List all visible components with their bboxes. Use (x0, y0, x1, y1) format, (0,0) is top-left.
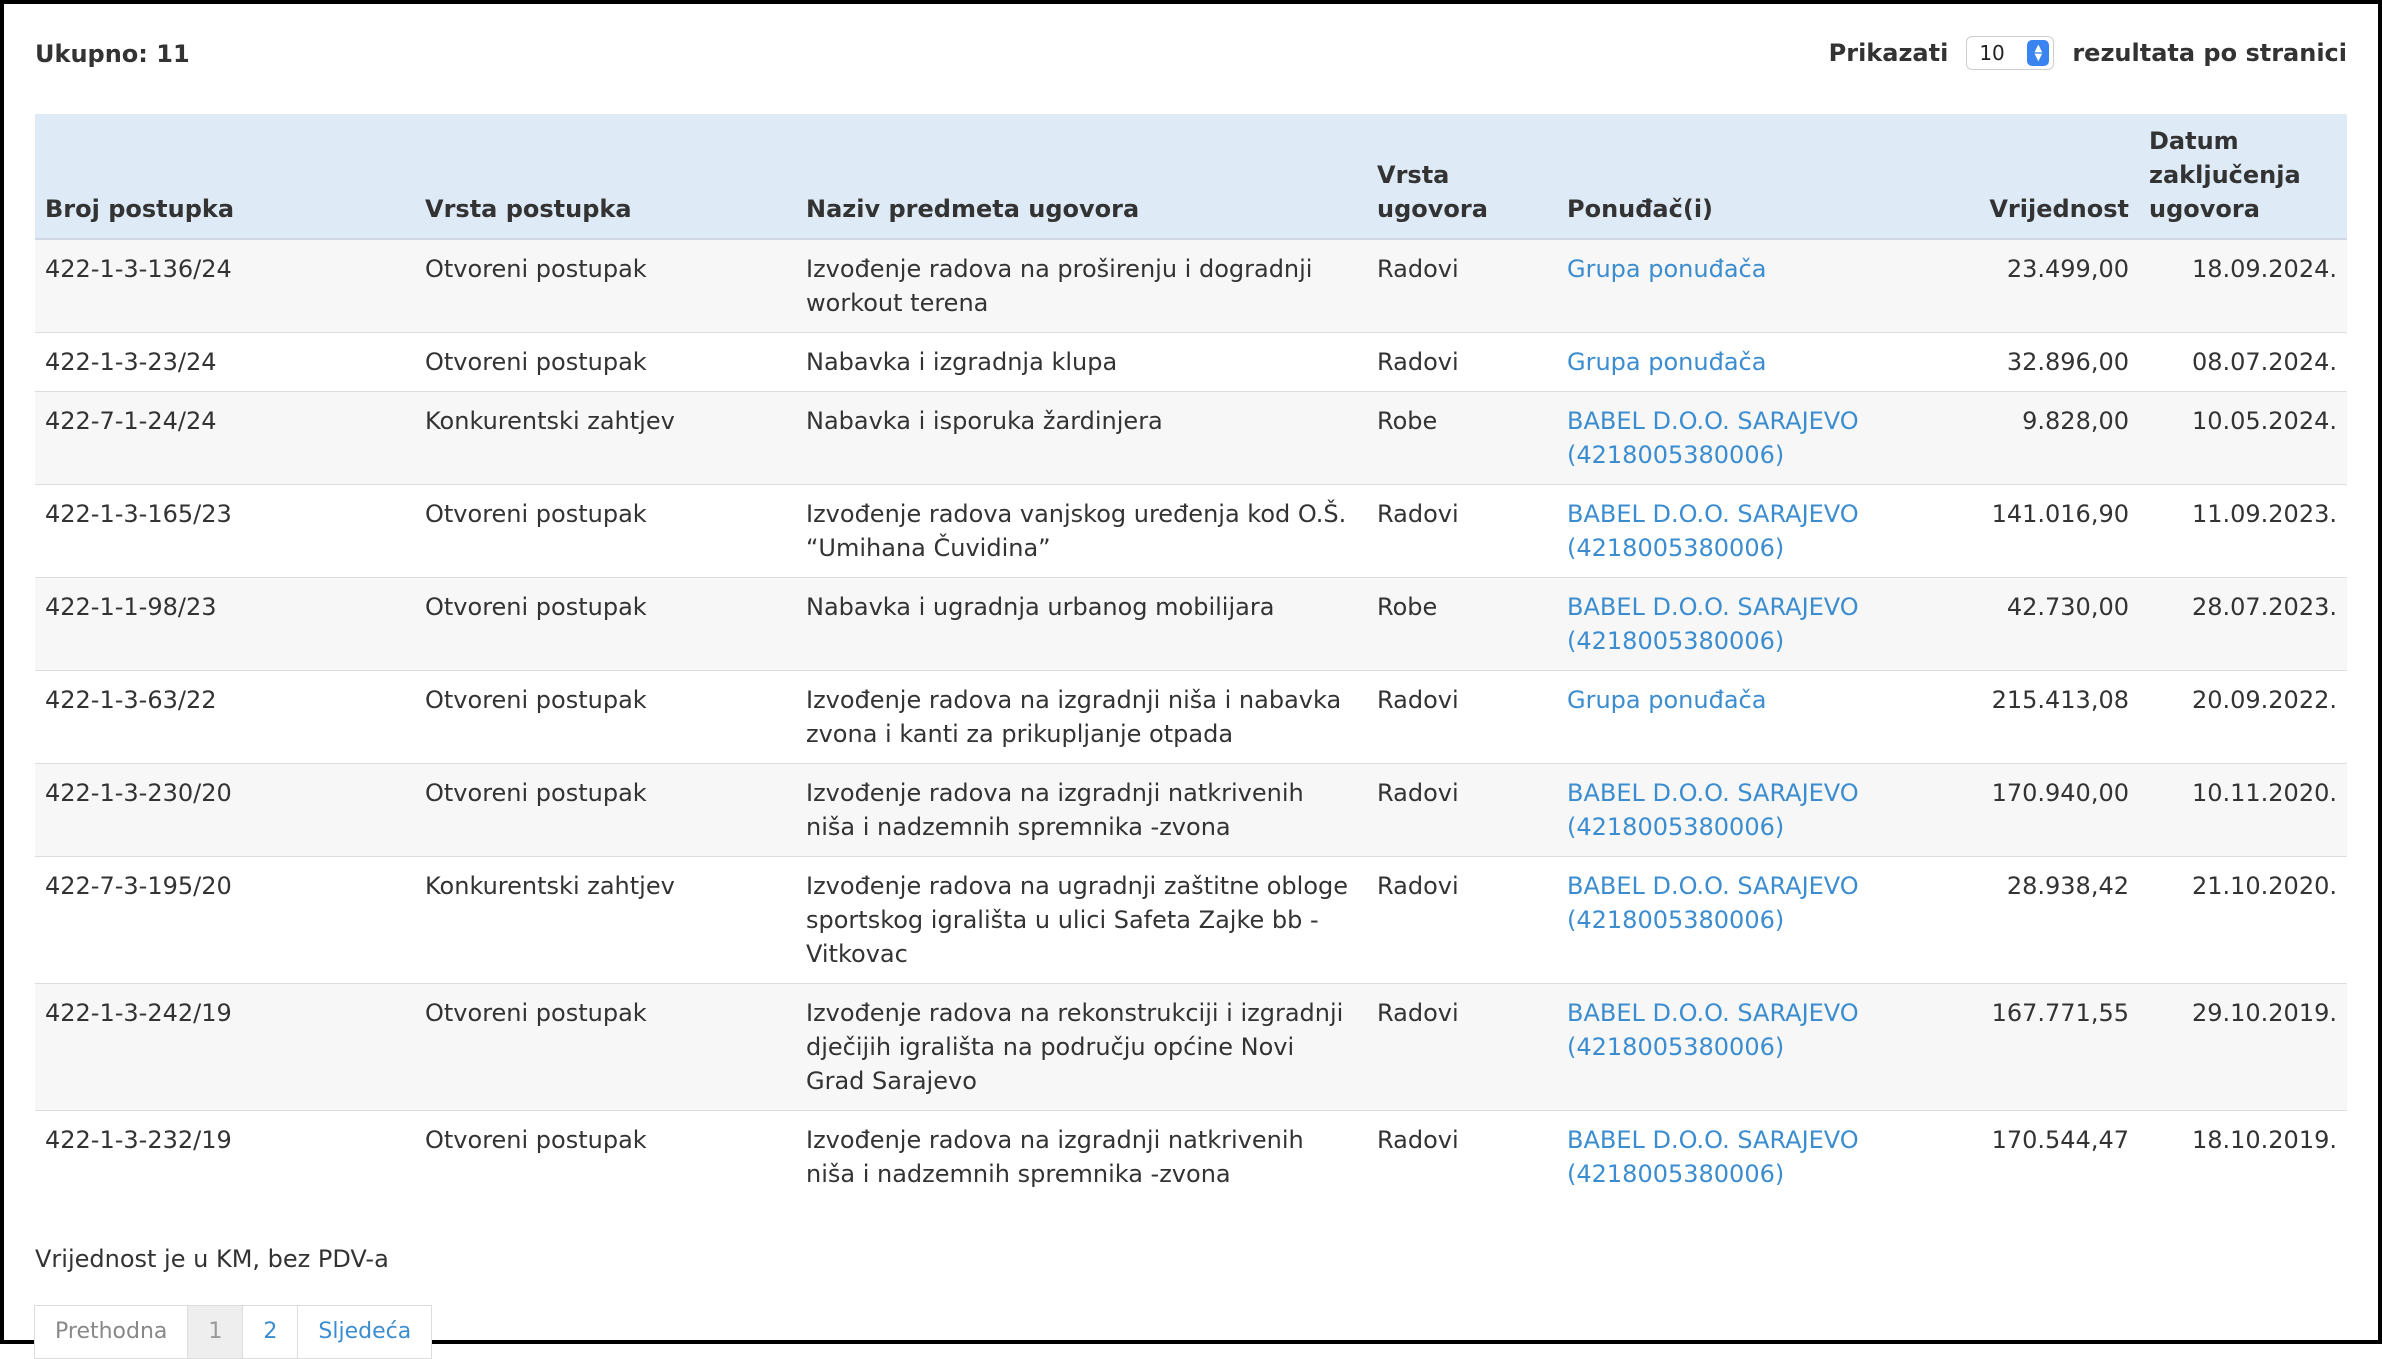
column-header-vrsta-postupka[interactable]: Vrsta postupka (415, 114, 796, 239)
cell-vrsta-ugovora: Radovi (1367, 485, 1557, 578)
cell-vrsta-ugovora: Radovi (1367, 1111, 1557, 1204)
cell-vrijednost: 42.730,00 (1938, 578, 2139, 671)
cell-naziv: Izvođenje radova na rekonstrukciji i izgradnji dječijih igrališta na području općine Novi Grad Sarajevo (796, 984, 1367, 1111)
cell-vrijednost: 32.896,00 (1938, 333, 2139, 392)
cell-vrsta-ugovora: Radovi (1367, 984, 1557, 1111)
per-page-select[interactable] (1966, 36, 2054, 70)
column-header-vrsta-ugovora[interactable]: Vrsta ugovora (1367, 114, 1557, 239)
cell-naziv: Izvođenje radova na ugradnji zaštitne obloge sportskog igrališta u ulici Safeta Zajke bb - Vitkovac (796, 857, 1367, 984)
cell-ponudjac (1557, 764, 1938, 857)
bidder-link[interactable]: BABEL D.O.O. SARAJEVO (4218005380006) (1567, 779, 1859, 841)
bidder-link[interactable]: Grupa ponuđača (1567, 348, 1767, 376)
table-row (35, 671, 2347, 764)
cell-datum: 11.09.2023. (2139, 485, 2347, 578)
cell-ponudjac (1557, 671, 1938, 764)
cell-vrsta-ugovora: Robe (1367, 578, 1557, 671)
per-page-control (1829, 36, 2347, 70)
bidder-link[interactable]: BABEL D.O.O. SARAJEVO (4218005380006) (1567, 1126, 1859, 1188)
cell-naziv: Izvođenje radova na izgradnji niša i nabavka zvona i kanti za prikupljanje otpada (796, 671, 1367, 764)
cell-vrsta-ugovora: Robe (1367, 392, 1557, 485)
cell-vrsta-postupka: Otvoreni postupak (415, 671, 796, 764)
cell-vrsta-ugovora: Radovi (1367, 671, 1557, 764)
cell-vrijednost: 141.016,90 (1938, 485, 2139, 578)
table-row (35, 984, 2347, 1111)
cell-datum: 20.09.2022. (2139, 671, 2347, 764)
cell-datum: 18.09.2024. (2139, 239, 2347, 333)
cell-vrsta-postupka: Konkurentski zahtjev (415, 857, 796, 984)
table-row (35, 764, 2347, 857)
cell-broj: 422-1-1-98/23 (35, 578, 415, 671)
table-row (35, 857, 2347, 984)
cell-broj: 422-1-3-232/19 (35, 1111, 415, 1204)
table-row (35, 1111, 2347, 1204)
table-row (35, 333, 2347, 392)
cell-vrsta-ugovora: Radovi (1367, 764, 1557, 857)
cell-broj: 422-1-3-230/20 (35, 764, 415, 857)
table-row (35, 578, 2347, 671)
per-page-label-before: Prikazati (1828, 39, 1949, 67)
pagination-prev-button[interactable]: Prethodna (34, 1305, 188, 1359)
table-row (35, 392, 2347, 485)
cell-broj: 422-1-3-23/24 (35, 333, 415, 392)
bidder-link[interactable]: BABEL D.O.O. SARAJEVO (4218005380006) (1567, 500, 1859, 562)
cell-ponudjac (1557, 485, 1938, 578)
pagination-page-1[interactable]: 1 (187, 1305, 243, 1359)
results-toolbar (35, 0, 2347, 114)
cell-naziv: Izvođenje radova na proširenju i dogradnji workout terena (796, 239, 1367, 333)
table-body (35, 239, 2347, 1203)
cell-ponudjac (1557, 392, 1938, 485)
cell-vrsta-postupka: Otvoreni postupak (415, 1111, 796, 1204)
table-row (35, 485, 2347, 578)
results-total: Ukupno: 11 (35, 40, 190, 68)
cell-vrsta-postupka: Otvoreni postupak (415, 485, 796, 578)
cell-broj: 422-1-3-165/23 (35, 485, 415, 578)
cell-vrsta-postupka: Otvoreni postupak (415, 984, 796, 1111)
per-page-label-after: rezultata po stranici (2072, 39, 2347, 67)
cell-vrijednost: 28.938,42 (1938, 857, 2139, 984)
cell-broj: 422-1-3-136/24 (35, 239, 415, 333)
cell-naziv: Izvođenje radova na izgradnji natkrivenih niša i nadzemnih spremnika -zvona (796, 764, 1367, 857)
cell-broj: 422-7-1-24/24 (35, 392, 415, 485)
cell-ponudjac (1557, 857, 1938, 984)
cell-datum: 21.10.2020. (2139, 857, 2347, 984)
bidder-link[interactable]: BABEL D.O.O. SARAJEVO (4218005380006) (1567, 593, 1859, 655)
cell-vrsta-ugovora: Radovi (1367, 239, 1557, 333)
cell-broj: 422-1-3-63/22 (35, 671, 415, 764)
table-row (35, 239, 2347, 333)
cell-ponudjac (1557, 578, 1938, 671)
column-header-naziv[interactable]: Naziv predmeta ugovora (796, 114, 1367, 239)
cell-vrsta-ugovora: Radovi (1367, 333, 1557, 392)
cell-ponudjac (1557, 984, 1938, 1111)
cell-vrijednost: 23.499,00 (1938, 239, 2139, 333)
results-panel (35, 0, 2347, 1359)
cell-datum: 29.10.2019. (2139, 984, 2347, 1111)
cell-vrsta-postupka: Otvoreni postupak (415, 578, 796, 671)
cell-ponudjac (1557, 333, 1938, 392)
cell-vrijednost: 9.828,00 (1938, 392, 2139, 485)
cell-vrsta-postupka: Otvoreni postupak (415, 333, 796, 392)
cell-vrijednost: 170.544,47 (1938, 1111, 2139, 1204)
bidder-link[interactable]: Grupa ponuđača (1567, 255, 1767, 283)
pagination-next-button[interactable]: Sljedeća (297, 1305, 432, 1359)
cell-ponudjac (1557, 239, 1938, 333)
column-header-broj[interactable]: Broj postupka (35, 114, 415, 239)
cell-vrsta-postupka: Otvoreni postupak (415, 764, 796, 857)
cell-vrijednost: 170.940,00 (1938, 764, 2139, 857)
cell-ponudjac (1557, 1111, 1938, 1204)
column-header-vrijednost[interactable]: Vrijednost (1938, 114, 2139, 239)
cell-naziv: Nabavka i ugradnja urbanog mobilijara (796, 578, 1367, 671)
cell-vrsta-postupka: Otvoreni postupak (415, 239, 796, 333)
cell-naziv: Nabavka i izgradnja klupa (796, 333, 1367, 392)
column-header-ponudjac[interactable]: Ponuđač(i) (1557, 114, 1938, 239)
select-arrows-icon: ▲ ▼ (2027, 40, 2049, 66)
contracts-table (35, 114, 2347, 1203)
cell-broj: 422-1-3-242/19 (35, 984, 415, 1111)
pagination-page-2[interactable]: 2 (242, 1305, 298, 1359)
cell-datum: 10.11.2020. (2139, 764, 2347, 857)
bidder-link[interactable]: BABEL D.O.O. SARAJEVO (4218005380006) (1567, 999, 1859, 1061)
cell-datum: 08.07.2024. (2139, 333, 2347, 392)
cell-naziv: Nabavka i isporuka žardinjera (796, 392, 1367, 485)
table-header (35, 114, 2347, 239)
bidder-link[interactable]: BABEL D.O.O. SARAJEVO (4218005380006) (1567, 407, 1859, 469)
per-page-value: 10 (1979, 41, 2005, 65)
cell-naziv: Izvođenje radova vanjskog uređenja kod O.Š. “Umihana Čuvidina” (796, 485, 1367, 578)
cell-vrsta-postupka: Konkurentski zahtjev (415, 392, 796, 485)
column-header-datum[interactable]: Datum zaključenja ugovora (2139, 114, 2347, 239)
cell-datum: 18.10.2019. (2139, 1111, 2347, 1204)
cell-vrijednost: 215.413,08 (1938, 671, 2139, 764)
cell-vrijednost: 167.771,55 (1938, 984, 2139, 1111)
pagination (35, 1305, 2347, 1359)
cell-vrsta-ugovora: Radovi (1367, 857, 1557, 984)
bidder-link[interactable]: BABEL D.O.O. SARAJEVO (4218005380006) (1567, 872, 1859, 934)
value-note: Vrijednost je u KM, bez PDV-a (35, 1245, 389, 1273)
cell-datum: 28.07.2023. (2139, 578, 2347, 671)
cell-datum: 10.05.2024. (2139, 392, 2347, 485)
cell-broj: 422-7-3-195/20 (35, 857, 415, 984)
cell-naziv: Izvođenje radova na izgradnji natkrivenih niša i nadzemnih spremnika -zvona (796, 1111, 1367, 1204)
bidder-link[interactable]: Grupa ponuđača (1567, 686, 1767, 714)
